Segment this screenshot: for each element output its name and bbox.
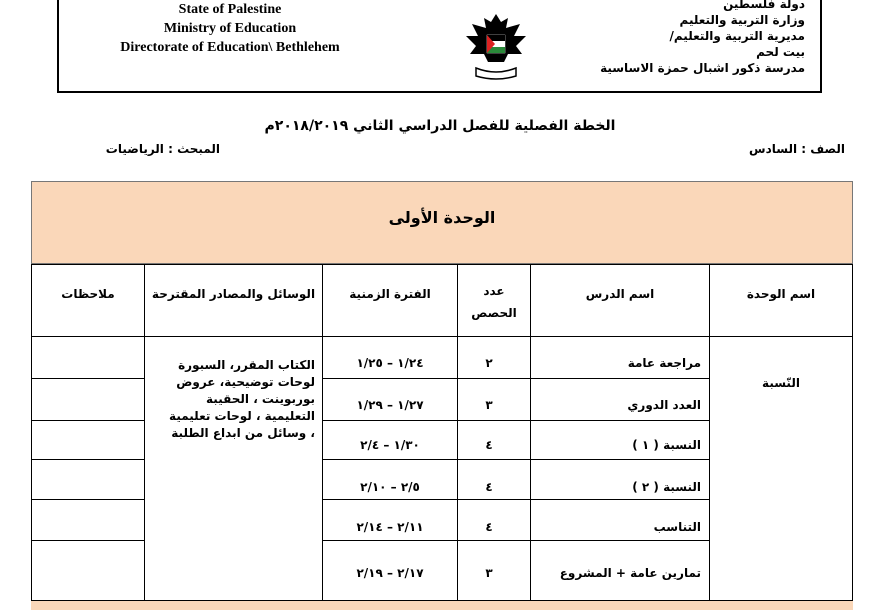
row-5-period: ٢/١١ – ٢/١٤ [356, 520, 424, 534]
header-arabic-block [560, 0, 805, 76]
row-6-lesson: تمارين عامة + المشروع [559, 566, 701, 580]
unit-band [31, 181, 853, 264]
row-5-periods: ٤ [485, 520, 493, 534]
row-3-periods: ٤ [485, 438, 493, 452]
header-arabic-line-1: دولة فلسطين [723, 0, 805, 11]
resources-cell: الكتاب المقرر، السبورة لوحات توضيحية، عروض بوربوينت ، الحقيبة التعليمية ، لوحات تعليمية ، وسائل من ابداع الطلبة [169, 358, 315, 440]
header-english-line-1: State of Palestine [178, 2, 282, 17]
row-1-periods: ٢ [485, 356, 493, 370]
header-periods-line-2: الحصص [471, 306, 517, 320]
row-2-lesson: العدد الدوري [627, 398, 701, 412]
subject-label: المبحث : الرياضيات [105, 142, 220, 156]
row-1-lesson: مراجعة عامة [627, 356, 701, 370]
header-arabic-line-5: مدرسة ذكور اشبال حمزة الاساسية [600, 61, 805, 75]
header-periods [458, 280, 530, 324]
row-4-periods: ٤ [485, 480, 493, 494]
row-2-period: ١/٢٧ – ١/٢٩ [356, 398, 424, 412]
header-time-period: الفترة الزمنية [349, 287, 431, 301]
header-english-line-3: Directorate of Education\ Bethlehem [120, 40, 340, 55]
row-2-periods: ٣ [485, 398, 493, 412]
header-arabic-line-3: مديرية التربية والتعليم/ [669, 29, 805, 43]
header-arabic-line-4: بيت لحم [756, 45, 805, 59]
plan-title: الخطة الفصلية للفصل الدراسي الثاني ٢٠١٨/٢٠١٩م [264, 118, 616, 134]
header-arabic-line-2: وزارة التربية والتعليم [679, 13, 805, 27]
row-4-lesson: النسبة ( ٢ ) [632, 480, 701, 494]
row-6-period: ٢/١٧ – ٢/١٩ [356, 566, 424, 580]
unit-name-cell: النّسبة [762, 376, 800, 390]
row-3-lesson: النسبة ( ١ ) [632, 438, 701, 452]
row-5-lesson: التناسب [653, 520, 701, 534]
header-unit-name: اسم الوحدة [746, 287, 816, 301]
palestine-emblem-icon [462, 10, 530, 82]
header-notes: ملاحظات [61, 287, 115, 301]
unit-title: الوحدة الأولى [388, 208, 496, 227]
header-lesson-name: اسم الدرس [585, 287, 655, 301]
grade-label: الصف : السادس [749, 142, 845, 156]
next-unit-band [31, 601, 853, 610]
header-english-line-2: Ministry of Education [163, 21, 297, 36]
row-1-period: ١/٢٤ – ١/٢٥ [356, 356, 424, 370]
row-6-periods: ٣ [485, 566, 493, 580]
row-3-period: ١/٣٠ – ٢/٤ [360, 438, 420, 452]
header-periods-line-1: عدد [483, 284, 505, 298]
row-4-period: ٢/٥ – ٢/١٠ [360, 480, 420, 494]
header-resources: الوسائل والمصادر المقترحة [151, 287, 316, 301]
header-english-block [80, 0, 380, 57]
